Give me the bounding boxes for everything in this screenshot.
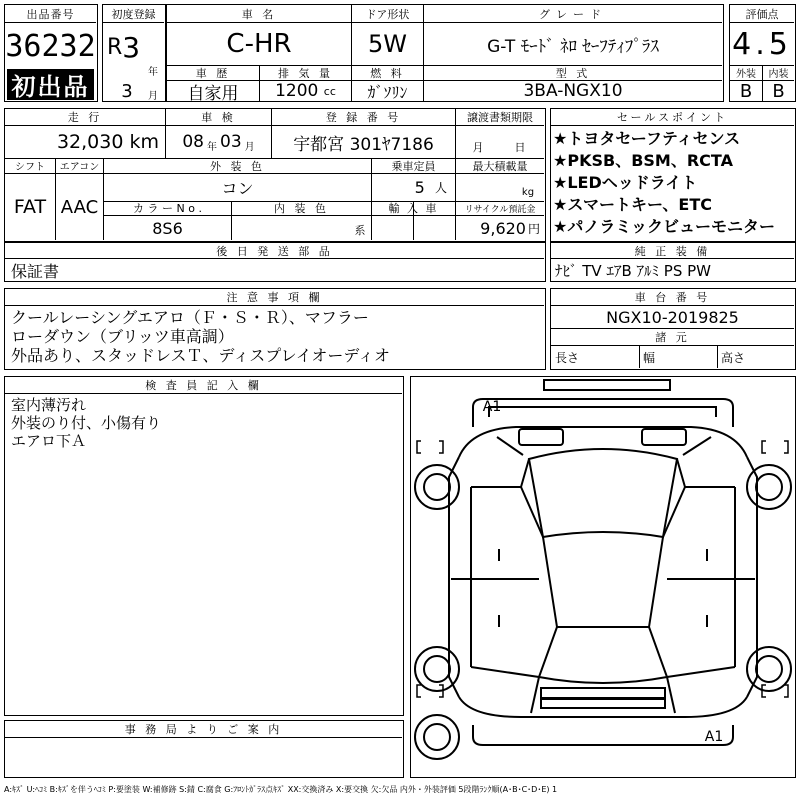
fuel-value: ｶﾞｿﾘﾝ (367, 82, 408, 101)
shift-value: FAT (13, 196, 47, 218)
inspection-month-unit: 月 (244, 141, 255, 153)
int-color-label: 内 装 色 (274, 202, 329, 215)
equipment-value: ﾅﾋﾞ TV ｴｱB ｱﾙﾐ PS PW (555, 261, 711, 280)
import-label: 輸 入 車 (388, 202, 439, 215)
vehicle-header (166, 4, 724, 102)
inspector-line: 室内薄汚れ (11, 396, 87, 414)
damage-mark-rear: A1 (704, 729, 724, 745)
car-diagram (411, 377, 794, 776)
inspector-box (4, 376, 404, 716)
selling-point: ★PKSB、BSM、RCTA (553, 151, 733, 170)
chassis-label: 車 台 番 号 (634, 291, 711, 304)
vehicle-details (4, 108, 546, 242)
capacity-label: 乗車定員 (391, 159, 436, 173)
month-unit: 月 (148, 90, 158, 101)
aircon-label: エアコン (59, 162, 100, 173)
mileage-number: 32,030 (56, 131, 124, 153)
first-reg-label: 初度登録 (111, 7, 156, 21)
ext-color-label: 外 装 色 (210, 159, 265, 173)
score-box (729, 4, 796, 102)
inspector-label: 検 査 員 記 入 欄 (145, 379, 262, 392)
grade-label: グレード (539, 7, 607, 21)
length-label: 長さ (555, 350, 580, 365)
recycle-label: リサイクル預託金 (464, 204, 536, 215)
office-box (4, 720, 404, 778)
selling-points-label: セールスポイント (616, 111, 728, 124)
inspection-year-unit: 年 (207, 141, 217, 153)
int-score-label: 内装 (768, 69, 789, 80)
plate-value: 宇都宮 301ﾔ7186 (293, 134, 434, 155)
displacement-number: 1200 (275, 81, 319, 101)
int-score: B (772, 81, 785, 101)
capacity-value (372, 174, 455, 201)
first-registration (102, 4, 166, 102)
later-parts-value: 保証書 (11, 261, 60, 281)
chassis-box (550, 288, 796, 370)
first-listing-badge: 初出品 (7, 69, 94, 100)
lot-box (4, 4, 98, 102)
model-label: 型 式 (555, 66, 591, 80)
aircon-value: AAC (60, 196, 99, 218)
inspection-label: 車 検 (201, 111, 236, 124)
ext-score: B (739, 81, 753, 101)
selling-point: ★パノラミックビューモニター (553, 217, 776, 236)
car-name: C-HR (226, 29, 292, 59)
displacement-label: 排 気 量 (278, 66, 333, 80)
doors-label: ドア形状 (365, 7, 410, 21)
recycle-value (456, 216, 544, 240)
shift-label: シフト (15, 162, 45, 173)
capacity-number: 5 (414, 178, 425, 197)
history-label: 車 歴 (195, 66, 231, 80)
dimensions-label: 諸 元 (655, 331, 690, 344)
inspector-line: エアロ下Ａ (11, 432, 87, 450)
ext-color-value: コン (221, 179, 254, 198)
equipment-label: 純 正 装 備 (634, 244, 711, 258)
era-year: 3 (122, 30, 141, 64)
color-no-value: 8S6 (152, 218, 183, 238)
damage-diagram (410, 376, 796, 778)
color-no-label: カ ラ ー N o . (133, 202, 202, 215)
history-value: 自家用 (187, 83, 239, 101)
score-value: 4.5 (732, 26, 792, 62)
inspection-month: 03 (220, 132, 242, 152)
max-load-label: 最大積載量 (472, 159, 528, 173)
doors-value: 5W (368, 30, 407, 58)
lot-label: 出品番号 (26, 7, 75, 21)
note-line: ローダウン（ブリッツ車高調） (11, 327, 234, 346)
damage-mark-front: A1 (482, 399, 502, 415)
first-reg-era (107, 29, 147, 65)
lot-number: 36232 (5, 28, 96, 64)
inspection-value (166, 126, 271, 158)
score-label: 評価点 (745, 7, 779, 21)
transfer-label: 譲渡書類期限 (467, 111, 533, 124)
year-unit: 年 (148, 66, 158, 77)
notes-label: 注 意 事 項 欄 (226, 291, 323, 304)
selling-points-list (553, 128, 793, 238)
note-line: 外品あり、スタッドレスＴ、ディスプレイオーディオ (11, 346, 391, 365)
selling-point: ★スマートキー、ETC (553, 195, 712, 214)
transfer-month-unit: 月 (472, 141, 484, 154)
mileage-unit: km (129, 131, 159, 153)
model-value: 3BA-NGX10 (523, 81, 623, 101)
note-line: クールレーシングエアロ（Ｆ・Ｓ・Ｒ）、マフラー (11, 308, 369, 327)
later-parts (4, 242, 546, 282)
chassis-value: NGX10-2019825 (606, 307, 739, 327)
inspector-line: 外装のり付、小傷有り (11, 414, 162, 432)
recycle-number: 9,620 (480, 218, 526, 238)
mileage-value (5, 126, 165, 158)
ext-score-label: 外装 (736, 69, 756, 80)
car-name-label: 車 名 (241, 7, 277, 21)
selling-point: ★LEDヘッドライト (553, 173, 698, 192)
grade-value: G-T ﾓｰﾄﾞ ﾈﾛ ｾｰﾌﾃｨﾌﾟﾗｽ (487, 36, 659, 57)
transfer-day-unit: 日 (514, 141, 526, 154)
displacement-value (260, 81, 351, 101)
mileage-label: 走 行 (67, 111, 103, 124)
width-label: 幅 (643, 350, 656, 365)
selling-points (550, 108, 796, 242)
fuel-label: 燃 料 (370, 66, 405, 80)
later-parts-label: 後 日 発 送 部 品 (216, 244, 333, 258)
inspection-year: 08 (182, 132, 204, 152)
displacement-unit: cc (323, 84, 336, 98)
capacity-unit: 人 (434, 181, 447, 195)
standard-equipment (550, 242, 796, 282)
recycle-unit: 円 (527, 221, 540, 236)
int-color-unit: 系 (354, 224, 366, 237)
max-load-unit: kg (521, 186, 535, 198)
first-reg-month: 3 (121, 81, 133, 101)
plate-label: 登 録 番 号 (325, 111, 402, 124)
selling-point: ★トヨタセーフティセンス (553, 129, 741, 148)
height-label: 高さ (721, 350, 746, 365)
notes-box (4, 288, 546, 370)
era-letter: R (107, 34, 123, 60)
office-label: 事 務 局 よ り ご 案 内 (124, 723, 283, 736)
legend: A:ｷｽﾞ U:ﾍｺﾐ B:ｷｽﾞを伴うﾍｺﾐ P:要塗装 W:補修跡 S:錆 C:腐食 G:ﾌﾛﾝﾄｶﾞﾗｽ点ｷｽﾞ XX:交換済み X:要交換 欠:欠品 内外・外装評価 5段階ﾗﾝｸ順(A･B･C･D･E) 1 (4, 784, 558, 794)
